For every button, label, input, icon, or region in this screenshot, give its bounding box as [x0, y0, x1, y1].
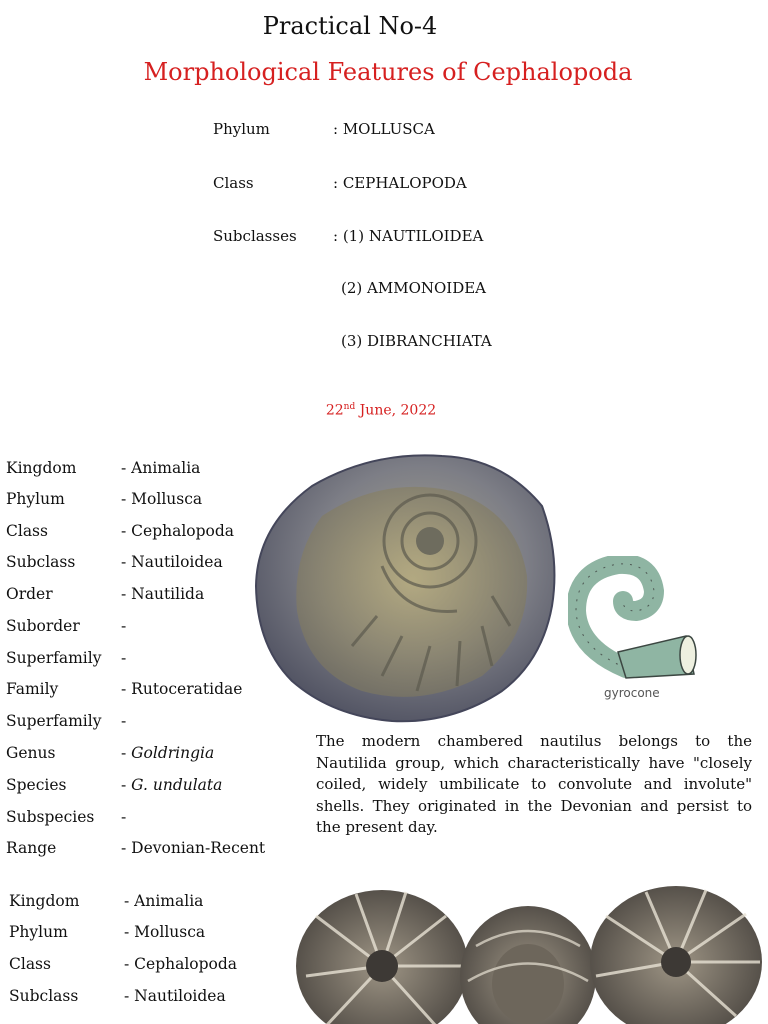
taxonomy-1-label: Range: [6, 839, 57, 857]
page-title: Practical No-4: [262, 12, 438, 40]
date-rest: June, 2022: [355, 402, 437, 419]
taxonomy-2-label: Kingdom: [9, 892, 80, 910]
gyrocone-caption: gyrocone: [604, 686, 660, 700]
taxonomy-1-value: - Nautilida: [121, 585, 205, 603]
taxonomy-1-label: Species: [6, 776, 67, 794]
taxonomy-2-label: Phylum: [9, 923, 68, 941]
nautilus-specimens-image: [296, 886, 762, 1024]
taxonomy-1-value: - Cephalopoda: [121, 522, 235, 540]
taxonomy-1-label: Phylum: [6, 490, 65, 508]
taxonomy-1-label: Family: [6, 680, 59, 698]
taxonomy-1-value: -: [121, 649, 127, 667]
taxonomy-1-label: Order: [6, 585, 53, 603]
taxonomy-1-label: Class: [6, 522, 48, 540]
dash: -: [121, 776, 132, 794]
dash: -: [121, 744, 132, 762]
fossil-specimen-image: [252, 446, 562, 726]
taxonomy-1-label: Suborder: [6, 617, 80, 635]
taxonomy-2-value: - Nautiloidea: [124, 987, 226, 1005]
subclass-1: : (1) NAUTILOIDEA: [333, 227, 484, 245]
description-paragraph: The modern chambered nautilus belongs to the Nautilida group, which characteristically have "closely coiled, widely umbilicate to convolute and involute" shells. They originated in the Devonian and persist to the present day.: [316, 732, 752, 836]
taxonomy-1-label: Subspecies: [6, 808, 95, 826]
taxonomy-1-value: [121, 776, 222, 794]
taxonomy-1-label: Superfamily: [6, 712, 102, 730]
taxonomy-1-value: -: [121, 617, 127, 635]
taxonomy-1-label: Kingdom: [6, 459, 77, 477]
subclass-2: (2) AMMONOIDEA: [341, 279, 487, 297]
taxonomy-1-label: Superfamily: [6, 649, 102, 667]
taxonomy-2-value: - Cephalopoda: [124, 955, 238, 973]
date-day: 22: [325, 402, 344, 419]
phylum-label: Phylum: [213, 120, 270, 138]
taxonomy-1-value: -: [121, 808, 127, 826]
taxonomy-1-value: - Nautiloidea: [121, 553, 223, 571]
subclass-3: (3) DIBRANCHIATA: [341, 332, 492, 350]
subclasses-label: Subclasses: [213, 227, 297, 245]
taxonomy-1-value: - Animalia: [121, 459, 201, 477]
taxonomy-1-value: -: [121, 712, 127, 730]
taxonomy-2-label: Class: [9, 955, 51, 973]
italic-taxon: G. undulata: [131, 776, 223, 794]
class-label: Class: [213, 174, 254, 192]
taxonomy-1-value: - Devonian-Recent: [121, 839, 266, 857]
taxonomy-1-value: [121, 744, 214, 762]
taxonomy-1-label: Subclass: [6, 553, 76, 571]
italic-taxon: Goldringia: [131, 744, 215, 762]
taxonomy-2-value: - Mollusca: [124, 923, 206, 941]
class-value: : CEPHALOPODA: [333, 174, 467, 192]
taxonomy-1-value: - Mollusca: [121, 490, 203, 508]
date: [0, 402, 762, 419]
gyrocone-illustration: [568, 556, 702, 680]
page-subtitle: Morphological Features of Cephalopoda: [143, 58, 633, 86]
taxonomy-2-label: Subclass: [9, 987, 79, 1005]
taxonomy-2-value: - Animalia: [124, 892, 204, 910]
taxonomy-1-value: - Rutoceratidae: [121, 680, 243, 698]
phylum-value: : MOLLUSCA: [333, 120, 435, 138]
date-suffix: nd: [343, 402, 356, 412]
taxonomy-1-label: Genus: [6, 744, 56, 762]
